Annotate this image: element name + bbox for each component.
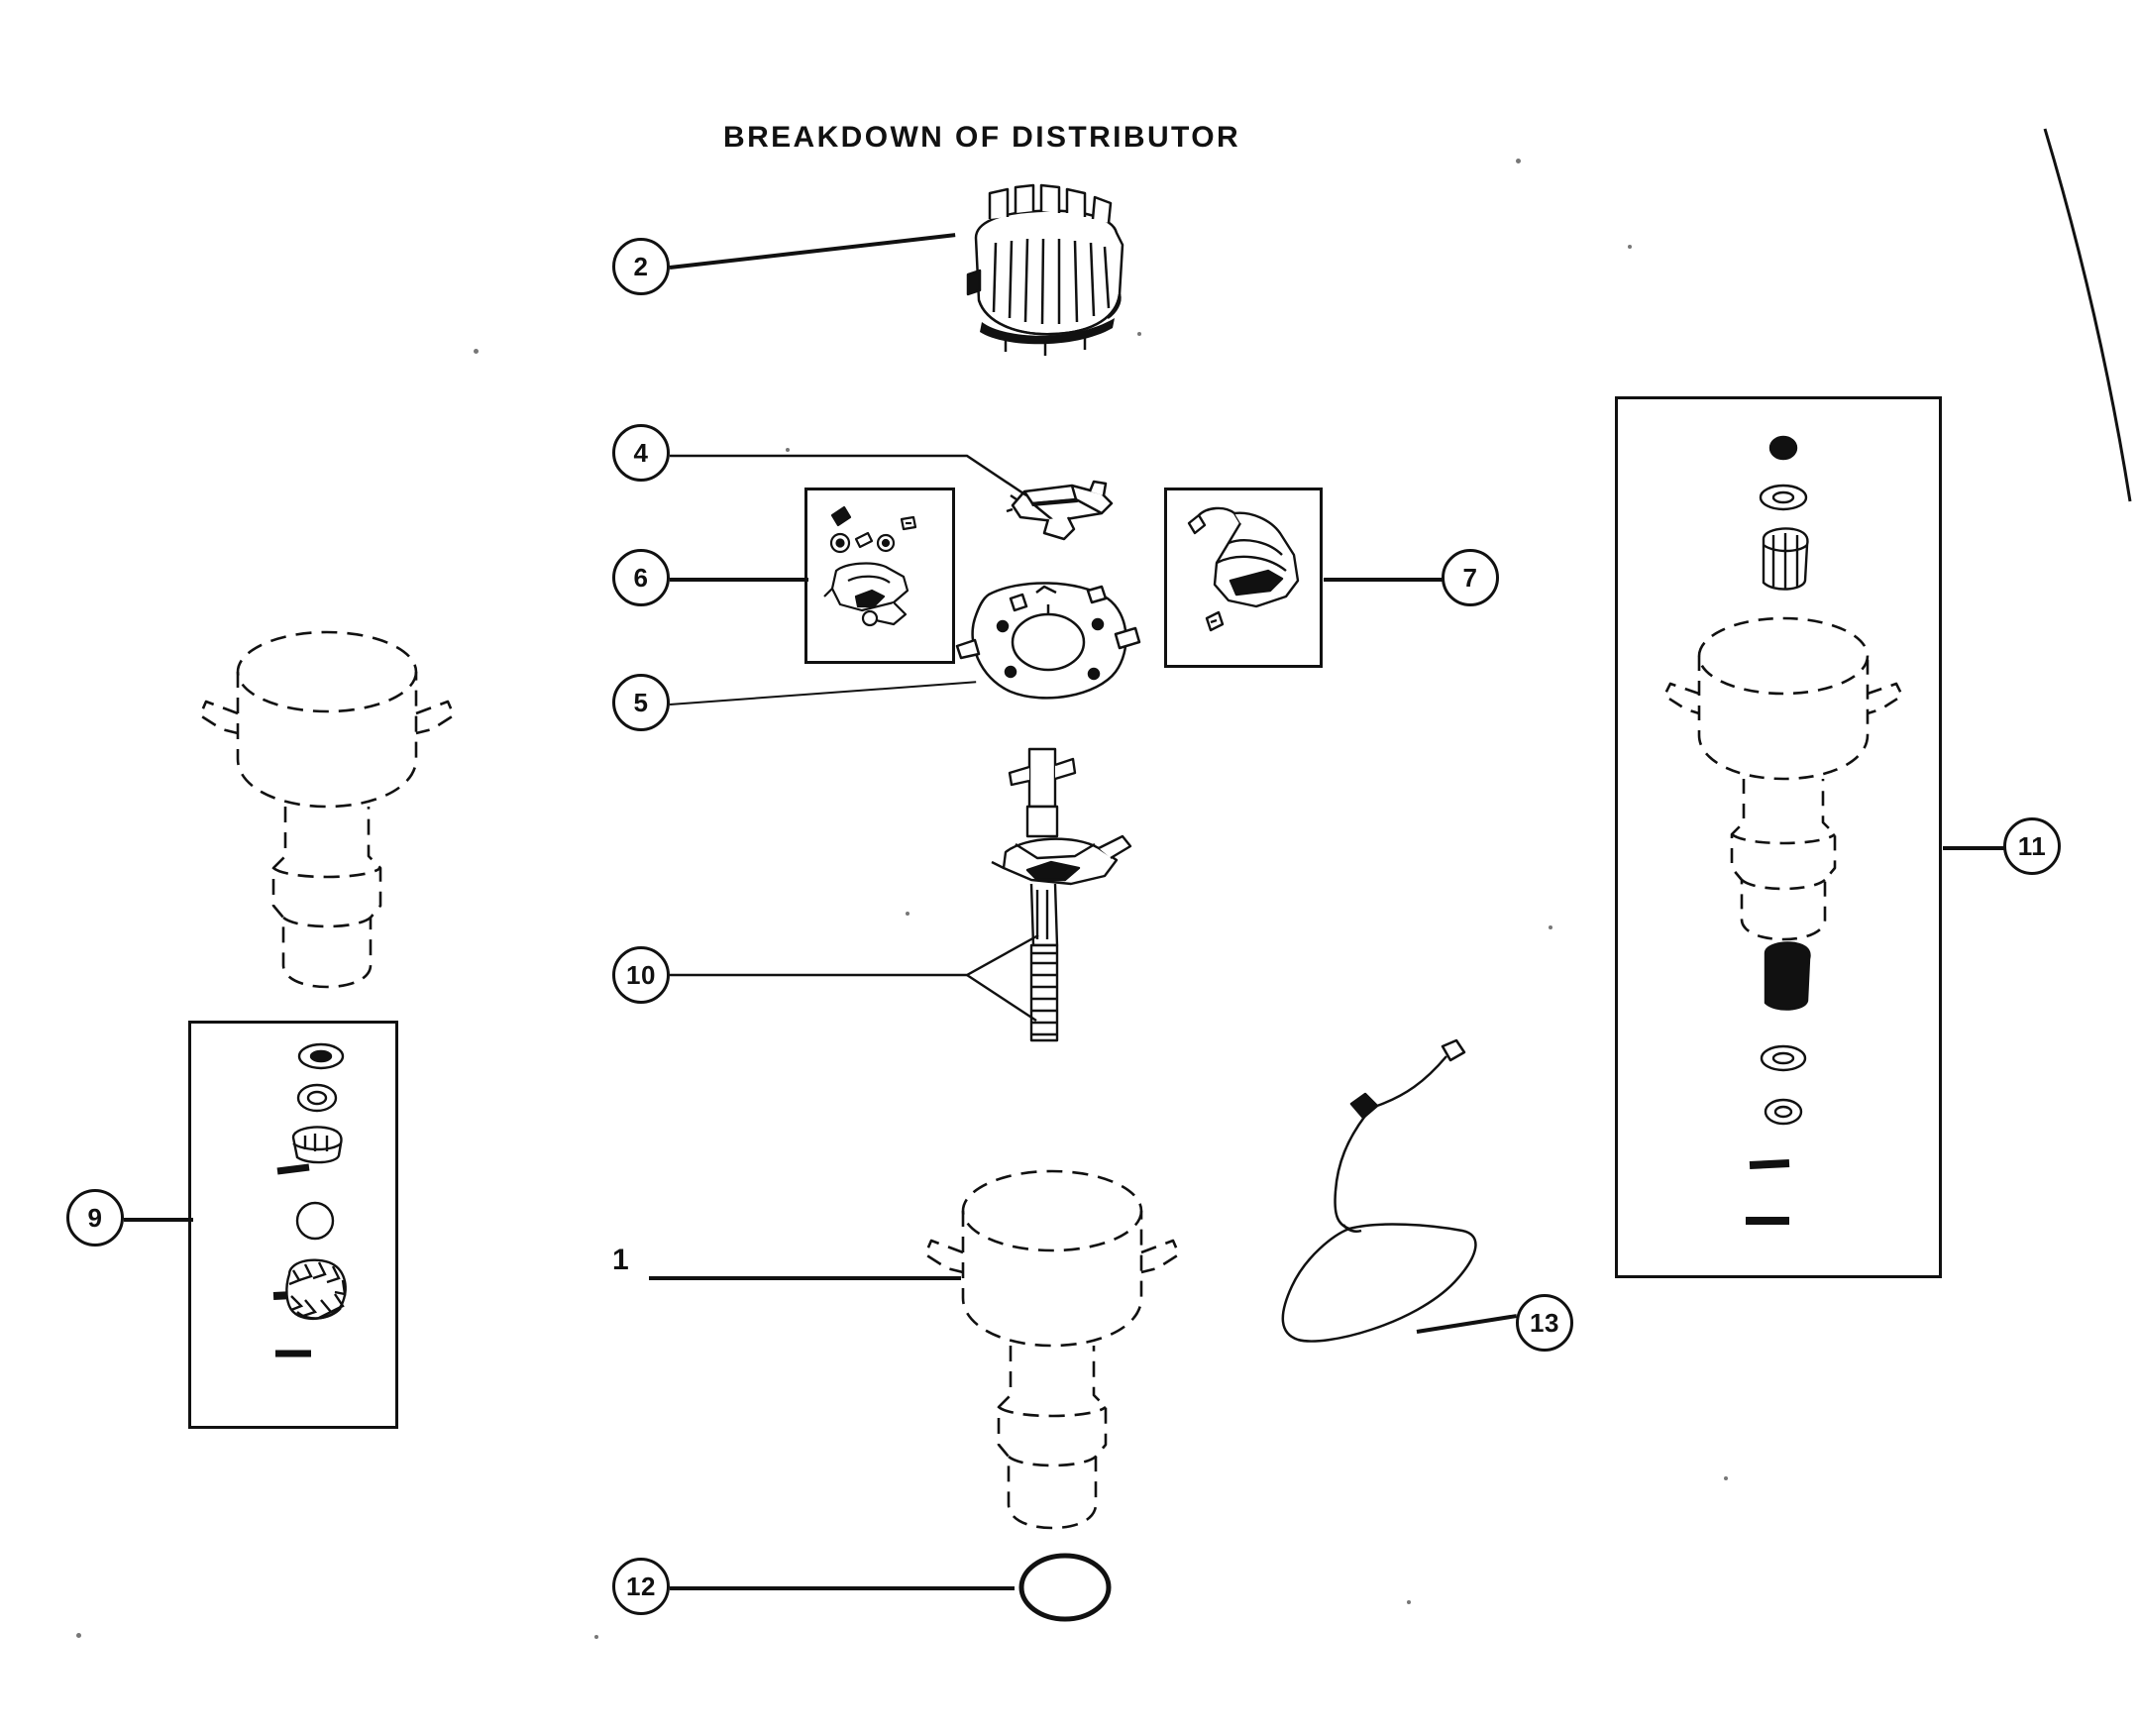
part-primary-lead-wire — [1256, 1031, 1504, 1357]
callout-2-label: 2 — [633, 251, 649, 281]
callout-6-label: 6 — [633, 562, 649, 593]
scan-speck — [1724, 1476, 1728, 1480]
part-housing-phantom-left — [178, 602, 476, 999]
leader-6 — [670, 578, 808, 582]
leader-11 — [124, 1218, 193, 1222]
callout-9[interactable] — [2003, 817, 2061, 875]
callout-2[interactable] — [612, 238, 670, 295]
callout-7[interactable] — [1442, 549, 1499, 606]
scan-speck — [76, 1633, 81, 1638]
scan-speck — [1516, 159, 1521, 163]
callout-1 — [612, 1244, 629, 1277]
callout-7-label: 7 — [1462, 562, 1478, 593]
scan-speck — [906, 912, 910, 916]
callout-6[interactable] — [612, 549, 670, 606]
page-edge-curve — [2041, 129, 2140, 505]
leader-12 — [670, 1586, 1015, 1590]
part-breaker-point-set — [810, 493, 951, 660]
callout-5-label: 5 — [633, 687, 649, 717]
scan-speck — [1549, 925, 1552, 929]
leader-5 — [670, 681, 976, 705]
callout-4-label: 4 — [633, 437, 649, 468]
leader-7 — [1324, 578, 1443, 582]
part-breaker-plate — [949, 565, 1147, 723]
page-title: BREAKDOWN OF DISTRIBUTOR — [723, 121, 1241, 154]
leader-10 — [670, 922, 1056, 1040]
callout-13-label: 13 — [1530, 1307, 1559, 1338]
callout-10-label: 10 — [626, 959, 656, 990]
leader-9 — [1943, 846, 2004, 850]
part-distributor-shaft — [976, 741, 1154, 1098]
part-o-ring-seal — [1011, 1548, 1120, 1627]
callout-11[interactable] — [66, 1189, 124, 1247]
part-distributor-housing — [902, 1139, 1219, 1556]
callout-1-label: 1 — [612, 1244, 630, 1276]
part-distributor-cap — [946, 183, 1154, 372]
callout-12-label: 12 — [626, 1571, 656, 1601]
scan-speck — [594, 1635, 598, 1639]
scan-speck — [1628, 245, 1632, 249]
scan-speck — [1407, 1600, 1411, 1604]
callout-12[interactable] — [612, 1558, 670, 1615]
callout-10[interactable] — [612, 946, 670, 1004]
callout-11-label: 9 — [87, 1202, 103, 1233]
part-condenser — [1171, 493, 1320, 664]
scan-speck — [474, 349, 479, 354]
callout-13[interactable] — [1516, 1294, 1573, 1352]
callout-5[interactable] — [612, 674, 670, 731]
part-gear-washer-kit — [194, 1027, 392, 1423]
leader-2 — [670, 233, 956, 270]
part-distributor-assembly-kit — [1625, 406, 1932, 1268]
leader-1 — [649, 1276, 961, 1280]
callout-9-label: 11 — [2017, 830, 2047, 861]
callout-4[interactable] — [612, 424, 670, 482]
